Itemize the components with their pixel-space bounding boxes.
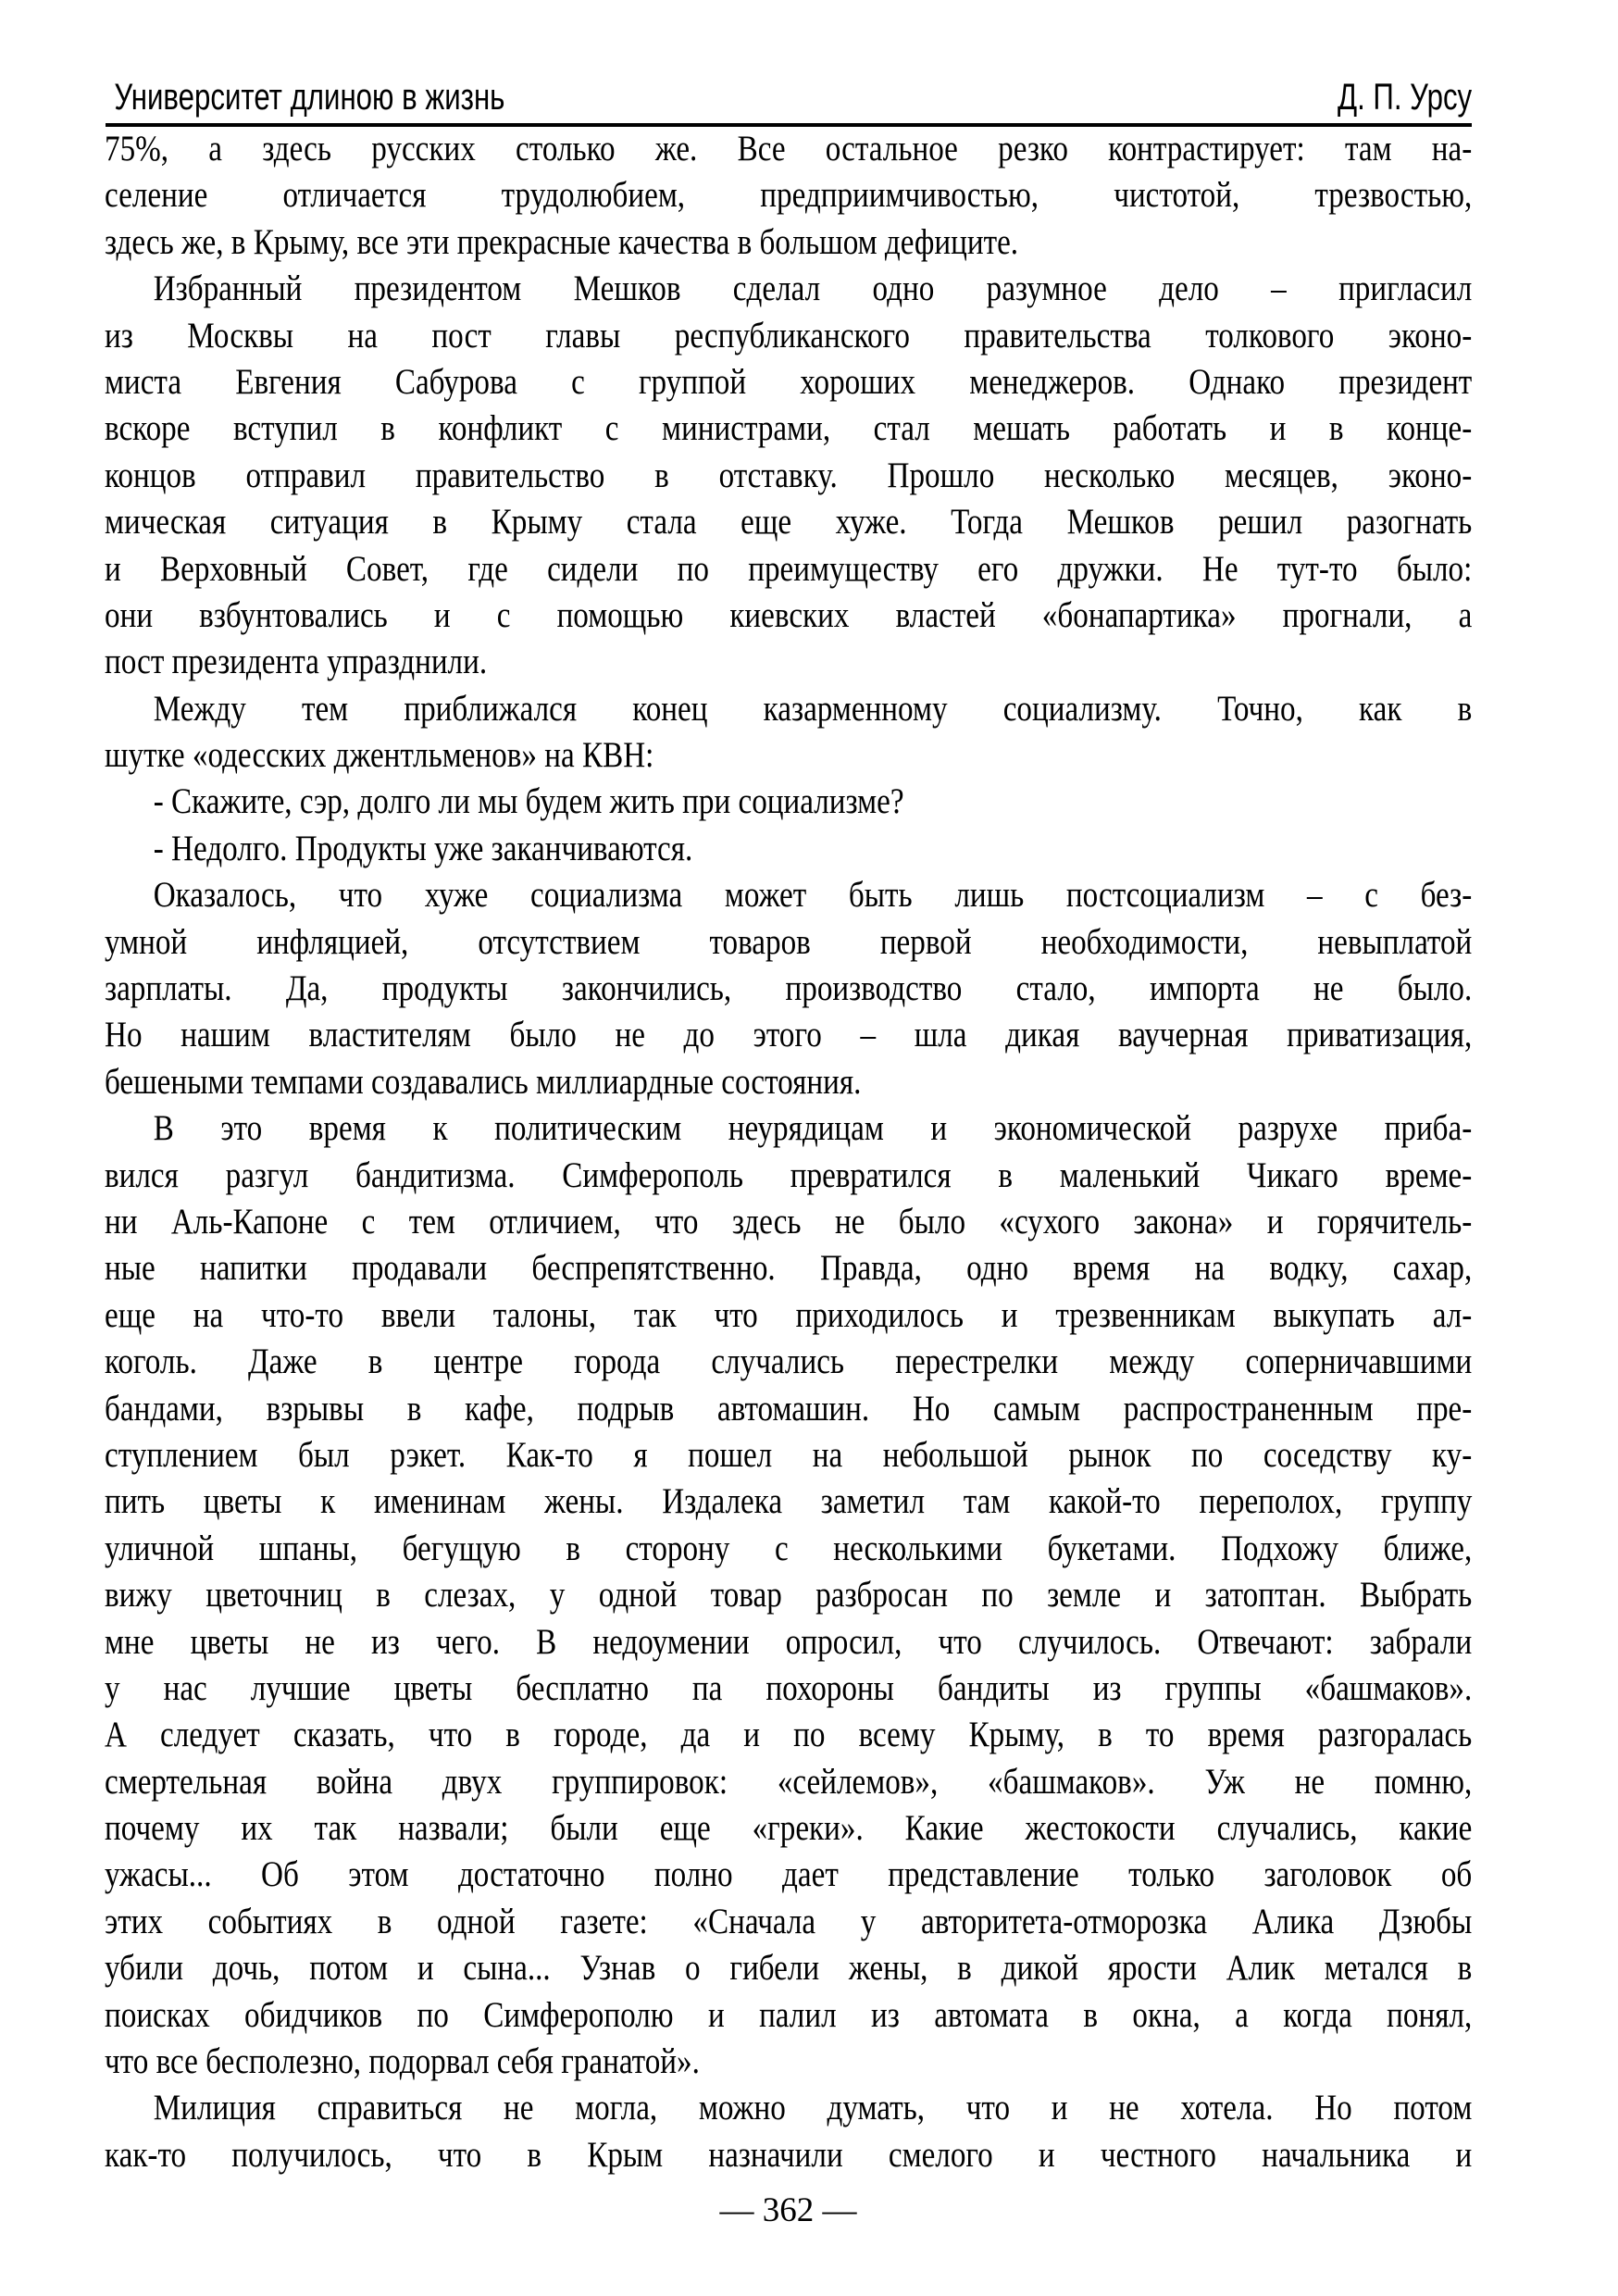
text-line: вижу цветочниц в слезах, у одной товар разбросан по земле и затоптан. Выбрать xyxy=(105,1575,1473,1616)
text-line: Оказалось, что хуже социализма может быть лишь постсоциализм – с без- xyxy=(153,875,1473,916)
text-line: убили дочь, потом и сына... Узнав о гибели жены, в дикой ярости Алик метался в xyxy=(105,1948,1473,1989)
text-line: ступлением был рэкет. Как-то я пошел на небольшой рынок по соседству ку- xyxy=(105,1434,1473,1475)
text-line: уличной шпаны, бегущую в сторону с несколькими букетами. Подхожу ближе, xyxy=(105,1528,1473,1568)
text-line: 75%, а здесь русских столько же. Все остальное резко контрастирует: там на- xyxy=(105,129,1473,168)
text-line: мическая ситуация в Крыму стала еще хуже. Тогда Мешков решил разогнать xyxy=(105,502,1473,543)
text-line: ни Аль-Капоне с тем отличием, что здесь не было «сухого закона» и горячитель- xyxy=(105,1201,1473,1242)
body-text xyxy=(105,126,1472,2178)
text-line: Но нашим властителям было не до этого – шла дикая ваучерная приватизация, xyxy=(105,1015,1473,1055)
text-line: А следует сказать, что в городе, да и по всему Крыму, в то время разгоралась xyxy=(105,1715,1473,1755)
text-line: они взбунтовались и с помощью киевских властей «бонапартика» прогнали, а xyxy=(105,594,1473,635)
text-line: Милиция справиться не могла, можно думать, что и не хотела. Но потом xyxy=(153,2088,1473,2128)
text-line: еще на что-то ввели талоны, так что приходилось и трезвенникам выкупать ал- xyxy=(105,1294,1473,1335)
text-line: - Недолго. Продукты уже заканчиваются. xyxy=(153,828,693,868)
text-line: поисках обидчиков по Симферополю и палил из автомата в окна, а когда понял, xyxy=(105,1994,1473,2035)
text-line: бандами, взрывы в кафе, подрыв автомашин. Но самым распространенным пре- xyxy=(105,1388,1473,1429)
text-line: коголь. Даже в центре города случались перестрелки между соперничавшими xyxy=(105,1341,1473,1382)
page-footer xyxy=(105,2190,1472,2231)
text-line: шутке «одесских джентльменов» на КВН: xyxy=(105,735,654,776)
text-line: селение отличается трудолюбием, предприимчивостью, чистотой, трезвостью, xyxy=(105,175,1473,216)
text-line: В это время к политическим неурядицам и экономической разрухе приба- xyxy=(153,1108,1473,1149)
text-line: ужасы... Об этом достаточно полно дает представление только заголовок об xyxy=(105,1854,1473,1895)
text-line: вился разгул бандитизма. Симферополь превратился в маленький Чикаго време- xyxy=(105,1154,1473,1195)
text-line: умной инфляцией, отсутствием товаров первой необходимости, невыплатой xyxy=(105,921,1473,962)
text-line: - Скажите, сэр, долго ли мы будем жить при социализме? xyxy=(153,781,904,822)
page-number: — 362 — xyxy=(719,2191,857,2229)
text-line: этих событиях в одной газете: «Сначала у авторитета-отморозка Алика Дзюбы xyxy=(105,1901,1473,1941)
text-line: концов отправил правительство в отставку. Прошло несколько месяцев, эконо- xyxy=(105,455,1473,495)
text-line: пост президента упразднили. xyxy=(105,642,488,682)
text-line: бешеными темпами создавались миллиардные состояния. xyxy=(105,1061,862,1102)
author-name: Д. П. Урсу xyxy=(1337,77,1472,118)
book-title: Университет длиною в жизнь xyxy=(114,77,505,118)
running-header xyxy=(106,78,1472,127)
text-line: Между тем приближался конец казарменному социализму. Точно, как в xyxy=(153,688,1473,729)
running-header-row xyxy=(106,78,1472,117)
text-line: что все бесполезно, подорвал себя гранатой». xyxy=(105,2041,700,2082)
text-line: у нас лучшие цветы бесплатно па похороны бандиты из группы «башмаков». xyxy=(105,1667,1473,1708)
text-line: как-то получилось, что в Крым назначили смелого и честного начальника и xyxy=(105,2134,1473,2175)
text-line: почему их так назвали; были еще «греки». Какие жестокости случались, какие xyxy=(105,1808,1473,1849)
text-line: зарплаты. Да, продукты закончились, производство стало, импорта не было. xyxy=(105,968,1473,1009)
text-line: ные напитки продавали беспрепятственно. Правда, одно время на водку, сахар, xyxy=(105,1248,1473,1289)
text-line: вскоре вступил в конфликт с министрами, стал мешать работать и в конце- xyxy=(105,408,1473,449)
text-line: мне цветы не из чего. В недоумении опросил, что случилось. Отвечают: забрали xyxy=(105,1621,1473,1662)
text-line: миста Евгения Сабурова с группой хороших менеджеров. Однако президент xyxy=(105,361,1473,402)
text-line: из Москвы на пост главы республиканского правительства толкового эконо- xyxy=(105,315,1473,356)
text-line: смертельная война двух группировок: «сейлемов», «башмаков». Уж не помню, xyxy=(105,1761,1473,1802)
text-line: здесь же, в Крыму, все эти прекрасные качества в большом дефиците. xyxy=(105,221,1019,262)
text-line: Избранный президентом Мешков сделал одно разумное дело – пригласил xyxy=(153,268,1473,309)
text-line: и Верховный Совет, где сидели по преимуществу его дружки. Не тут-то было: xyxy=(105,548,1473,589)
text-line: пить цветы к именинам жены. Издалека заметил там какой-то переполох, группу xyxy=(105,1481,1473,1522)
